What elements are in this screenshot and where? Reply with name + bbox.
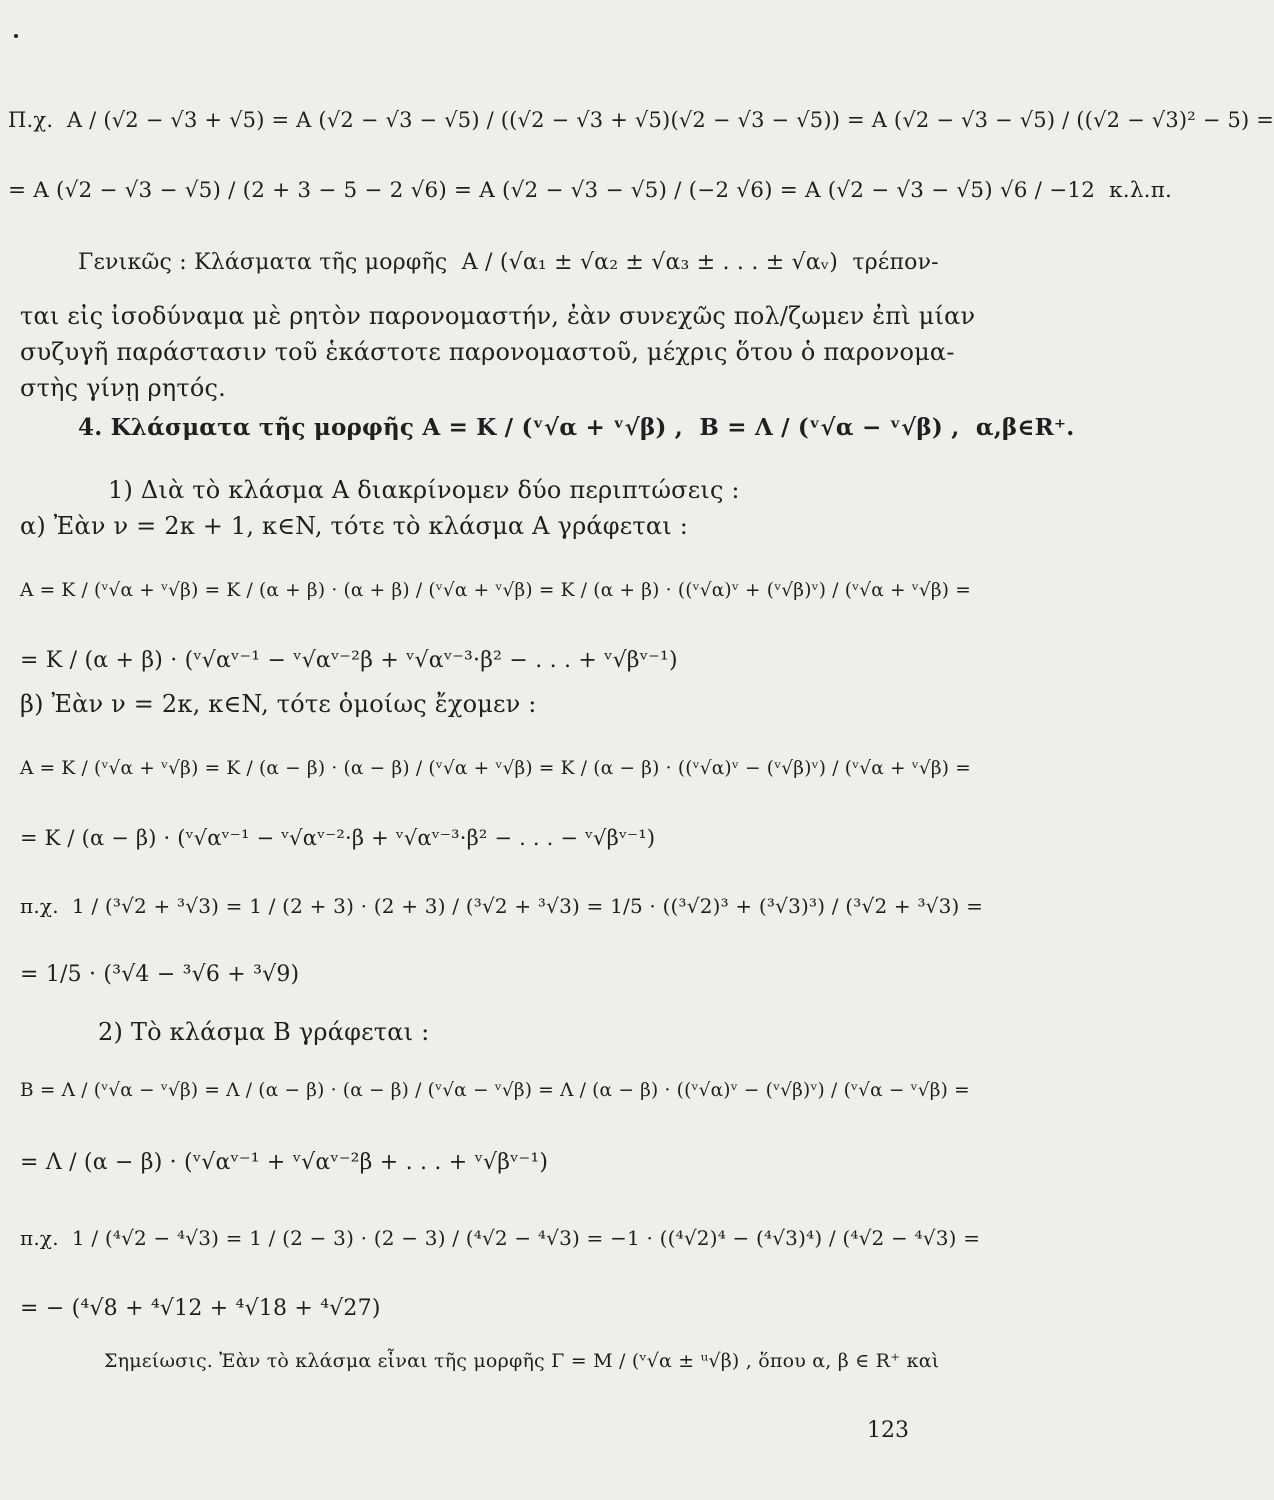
text-line-1: ται εἰς ἰσοδύναμα μὲ ρητὸν παρονομαστήν, ἐὰν συνεχῶς πολ/ζωμεν ἐπὶ μίαν (20, 302, 976, 330)
general-case-line: Γενικῶς : Κλάσματα τῆς μορφῆς A / (√α₁ ± √α₂ ± √α₃ ± . . . ± √αᵥ) τρέπον- (78, 250, 939, 275)
case-a-heading: α) Ἐὰν ν = 2κ + 1, κ∈N, τότε τὸ κλάσμα A γράφεται : (20, 512, 689, 540)
page-number: 123 (867, 1418, 909, 1443)
case-b-formula-1: A = K / (ᵛ√α + ᵛ√β) = K / (α − β) · (α − β) / (ᵛ√α + ᵛ√β) = K / (α − β) · ((ᵛ√α)ᵛ − (ᵛ√β)ᵛ) / (ᵛ√α + ᵛ√β) = (20, 758, 971, 779)
section-heading: 4. Κλάσματα τῆς μορφῆς A = K / (ᵛ√α + ᵛ√β) , B = Λ / (ᵛ√α − ᵛ√β) , α,β∈R⁺. (78, 414, 1075, 441)
case-a-formula-2: = K / (α + β) · (ᵛ√αᵛ⁻¹ − ᵛ√αᵛ⁻²β + ᵛ√αᵛ⁻³·β² − . . . + ᵛ√βᵛ⁻¹) (20, 648, 678, 673)
speck (14, 34, 18, 38)
case-b-heading: β) Ἐὰν ν = 2κ, κ∈N, τότε ὁμοίως ἔχομεν : (20, 690, 537, 718)
note-line: Σημείωσις. Ἐὰν τὸ κλάσμα εἶναι τῆς μορφῆς Γ = M / (ᵛ√α ± ᵘ√β) , ὅπου α, β ∈ R⁺ καὶ (104, 1350, 940, 1372)
case-two-formula-2: = Λ / (α − β) · (ᵛ√αᵛ⁻¹ + ᵛ√αᵛ⁻²β + . . . + ᵛ√βᵛ⁻¹) (20, 1150, 549, 1175)
example-line-1: Π.χ. A / (√2 − √3 + √5) = A (√2 − √3 − √5) / ((√2 − √3 + √5)(√2 − √3 − √5)) = A (√2 − √3 − √5) / ((√2 − √3)² − 5) = (8, 108, 1274, 132)
case-two-formula-1: B = Λ / (ᵛ√α − ᵛ√β) = Λ / (α − β) · (α − β) / (ᵛ√α − ᵛ√β) = Λ / (α − β) · ((ᵛ√α)ᵛ − (ᵛ√β)ᵛ) / (ᵛ√α − ᵛ√β) = (20, 1080, 970, 1101)
case-a-formula-1: A = K / (ᵛ√α + ᵛ√β) = K / (α + β) · (α + β) / (ᵛ√α + ᵛ√β) = K / (α + β) · ((ᵛ√α)ᵛ + (ᵛ√β)ᵛ) / (ᵛ√α + ᵛ√β) = (20, 580, 971, 601)
example-line-2: = A (√2 − √3 − √5) / (2 + 3 − 5 − 2 √6) = A (√2 − √3 − √5) / (−2 √6) = A (√2 − √3 − √5) √6 / −12 κ.λ.π. (8, 178, 1173, 203)
example-fourth-1: π.χ. 1 / (⁴√2 − ⁴√3) = 1 / (2 − 3) · (2 − 3) / (⁴√2 − ⁴√3) = −1 · ((⁴√2)⁴ − (⁴√3)⁴) / (⁴√2 − ⁴√3) = (20, 1226, 981, 1250)
example-cube-1: π.χ. 1 / (³√2 + ³√3) = 1 / (2 + 3) · (2 + 3) / (³√2 + ³√3) = 1/5 · ((³√2)³ + (³√3)³) / (³√2 + ³√3) = (20, 894, 984, 918)
text-line-2: συζυγῆ παράστασιν τοῦ ἑκάστοτε παρονομαστοῦ, μέχρις ὅτου ὁ παρονομα- (20, 338, 955, 366)
text-line-3: στὴς γίνῃ ρητός. (20, 374, 226, 402)
case-b-formula-2: = K / (α − β) · (ᵛ√αᵛ⁻¹ − ᵛ√αᵛ⁻²·β + ᵛ√αᵛ⁻³·β² − . . . − ᵛ√βᵛ⁻¹) (20, 826, 656, 850)
example-fourth-2: = − (⁴√8 + ⁴√12 + ⁴√18 + ⁴√27) (20, 1296, 381, 1321)
case-intro: 1) Διὰ τὸ κλάσμα Α διακρίνομεν δύο περιπτώσεις : (108, 476, 740, 504)
case-two-heading: 2) Τὸ κλάσμα B γράφεται : (98, 1018, 430, 1046)
example-cube-2: = 1/5 · (³√4 − ³√6 + ³√9) (20, 962, 300, 987)
